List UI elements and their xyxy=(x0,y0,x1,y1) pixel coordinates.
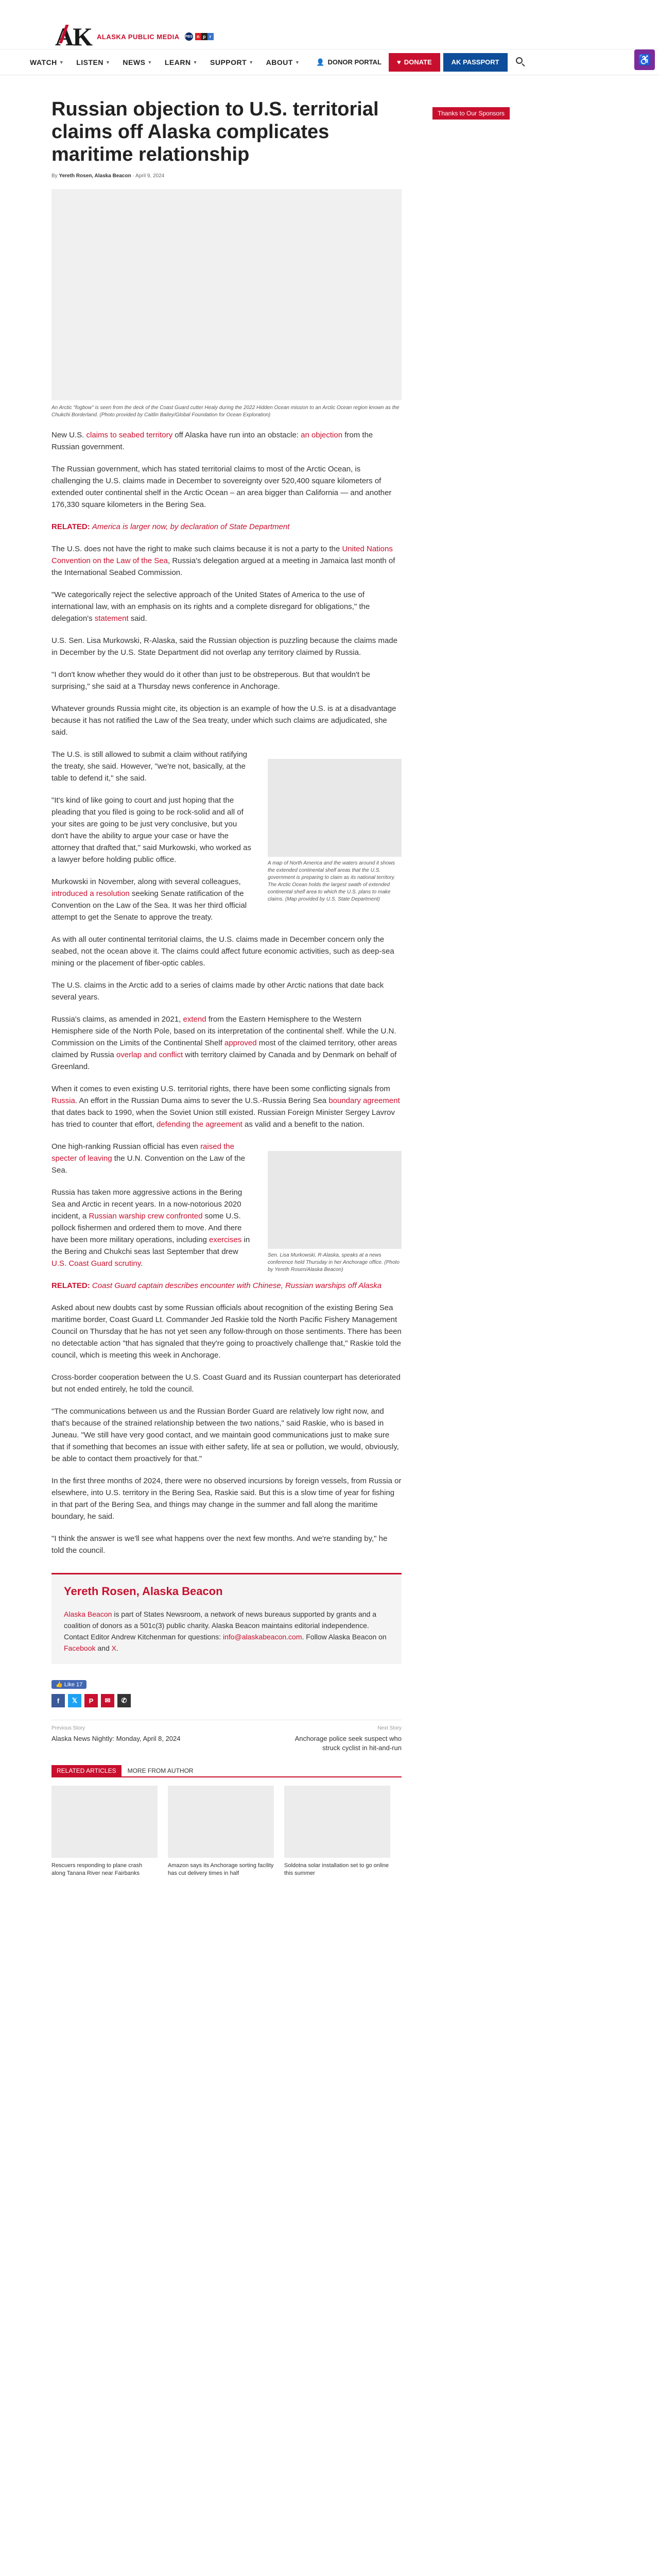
paragraph: "It's kind of like going to court and just hoping that the pleading that you filed is going to be rock-solid and all of your sites are going to be just very conclusive, but you don't have the ability to argue your case or have the attorney that drafted that," said Murkowski, who worked as a lawyer before holding public office. xyxy=(51,796,252,864)
map-caption: A map of North America and the waters around it shows the extended continental shelf areas that the U.S. government is preparing to claim as its national territory. The Arctic Ocean holds the largest swath of extended continental shelf area to which the U.S. plans to make claims. (Map provided by U.S. State Department) xyxy=(268,860,395,902)
chevron-down-icon: ▼ xyxy=(249,59,254,65)
nav-news[interactable]: NEWS ▼ xyxy=(123,58,152,66)
partner-badges xyxy=(185,32,214,41)
paragraph: The U.S. claims in the Arctic add to a series of claims made by other Arctic nations that date back several years. xyxy=(51,981,384,1002)
tab-related-articles[interactable]: RELATED ARTICLES xyxy=(51,1765,122,1776)
float-section xyxy=(51,1141,402,1273)
paragraph: Whatever grounds Russia might cite, its objection is an example of how the U.S. is at a disadvantage because it has not ratified the Law of the Sea treaty, under which such claims are adjudicated, she said. xyxy=(51,704,396,737)
paragraph: The U.S. is still allowed to submit a claim without ratifying the treaty, she said. However, "we're not, basically, at the table to defend it," she said. xyxy=(51,750,248,783)
site-header xyxy=(0,0,659,49)
paragraph: U.S. Sen. Lisa Murkowski, R-Alaska, said the Russian objection is puzzling because the claims made in December by the U.S. State Department did not overlap any territory claimed by Russia. xyxy=(51,636,397,657)
paragraph: In the first three months of 2024, there were no observed incursions by foreign vessels, from Russia or elsewhere, into U.S. territory in the Bering Sea, Raskie said. But this is a slow time of year for fishing in that part of the Bering Sea, and things may change in the summer and fall along the maritime boundary, he said. xyxy=(51,1477,402,1521)
facebook-like-button[interactable]: 👍 Like 17 xyxy=(51,1680,86,1689)
donate-button[interactable]: ♥ DONATE xyxy=(389,53,440,72)
inline-link[interactable]: defending the agreement xyxy=(157,1120,242,1129)
chevron-down-icon: ▼ xyxy=(106,59,111,65)
passport-button[interactable]: AK PASSPORT xyxy=(443,53,508,72)
logo-wordmark: ALASKA PUBLIC MEDIA xyxy=(97,32,180,41)
paragraph: Asked about new doubts cast by some Russian officials about recognition of the existing Bering Sea maritime border, Coast Guard Lt. Commander Jed Raskie told the North Pacific Fishery Management Council on Thursday that he has not yet seen any follow-through on those sentiments. There has been no detectable action "that has signaled that they're going to proactively challenge that," Raskie told the council, which is meeting this week in Anchorage. xyxy=(51,1303,402,1360)
tab-more-from-author[interactable]: MORE FROM AUTHOR xyxy=(127,1767,194,1774)
inline-link[interactable]: United Nations Convention on the Law of the Sea xyxy=(51,545,393,565)
publish-date: April 9, 2024 xyxy=(135,173,165,179)
nav-listen[interactable]: LISTEN ▼ xyxy=(76,58,111,66)
author-box xyxy=(51,1573,402,1664)
nav-support[interactable]: SUPPORT ▼ xyxy=(210,58,254,66)
inline-link[interactable]: Russia xyxy=(51,1096,75,1105)
paragraph: Russia's claims, as amended in 2021, extend from the Eastern Hemisphere to the Western Hemisphere side of the North Pole, based on its interpretation of the continental shelf. While the U.N. Commission on the Limits of the Continental Shelf approved most of the claimed territory, other areas claimed by Russia overlap and conflict with territory claimed by Canada and by Denmark on behalf of Greenland. xyxy=(51,1015,397,1071)
related-card[interactable]: Amazon says its Anchorage sorting facility has cut delivery times in half xyxy=(168,1786,274,1877)
facebook-icon[interactable]: f xyxy=(51,1694,65,1707)
inline-link[interactable]: extend xyxy=(183,1015,206,1024)
inline-link[interactable]: claims to seabed territory xyxy=(86,431,173,439)
inline-link[interactable]: Alaska Beacon xyxy=(64,1610,112,1618)
pbs-logo-icon: PBS xyxy=(185,32,193,41)
inline-link[interactable]: an objection xyxy=(301,431,343,439)
sponsors-heading: Thanks to Our Sponsors xyxy=(432,107,510,120)
paragraph: "The communications between us and the Russian Border Guard are relatively low right now, and that's because of the strained relationship between the two nations," said Raskie, who is based in Juneau. "We still have very good contact, and we maintain good communications just to make sure that if something that becomes an issue with either safety, life at sea or pollution, we would, obviously, be able to contact them proactively for that." xyxy=(51,1407,399,1463)
byline: By Yereth Rosen, Alaska Beacon · April 9, 2024 xyxy=(51,173,165,179)
chevron-down-icon: ▼ xyxy=(193,59,198,65)
chevron-down-icon: ▼ xyxy=(59,59,64,65)
article xyxy=(51,98,402,1877)
photo-caption: Sen. Lisa Murkowski, R-Alaska, speaks at a news conference held Thursday in her Anchorage office. (Photo by Yereth Rosen/Alaska Beacon) xyxy=(268,1252,400,1273)
related-thumbnail xyxy=(51,1786,158,1858)
author-link[interactable]: Yereth Rosen, Alaska Beacon xyxy=(59,173,131,179)
paragraph: Russia has taken more aggressive actions in the Bering Sea and Arctic in recent years. In a now-notorious 2020 incident, a Russian warship crew confronted some U.S. pollock fishermen and ordered them to move. And there have been more military operations, including exercises in the Bering and Chukchi seas last September that drew U.S. Coast Guard scrutiny. xyxy=(51,1188,250,1268)
related-card[interactable]: Soldotna solar installation set to go online this summer xyxy=(284,1786,390,1877)
pinterest-icon[interactable]: P xyxy=(84,1694,98,1707)
inline-link[interactable]: U.S. Coast Guard scrutiny xyxy=(51,1259,141,1268)
heart-icon: ♥ xyxy=(396,58,401,66)
article-title: Russian objection to U.S. territorial claims off Alaska complicates maritime relationship xyxy=(51,98,379,165)
hero-caption: An Arctic "fogbow" is seen from the deck of the Coast Guard cutter Healy during the 2022 Hidden Ocean mission to an Arctic Ocean region known as the Chukchi Borderland. (Photo provided by Caitlin Bailey/Global Foundation for Ocean Exploration) xyxy=(51,405,400,418)
hero-image xyxy=(51,189,402,400)
murkowski-photo xyxy=(268,1151,402,1249)
inline-link[interactable]: introduced a resolution xyxy=(51,889,130,898)
accessibility-icon[interactable]: ♿ xyxy=(634,49,655,70)
prev-story[interactable]: Previous Story Alaska News Nightly: Monday, April 8, 2024 xyxy=(51,1725,181,1742)
prev-next-nav xyxy=(51,1720,402,1753)
inline-link[interactable]: overlap and conflict xyxy=(116,1050,183,1059)
email-icon[interactable]: ✉ xyxy=(101,1694,114,1707)
paragraph: New U.S. claims to seabed territory off Alaska have run into an obstacle: an objection from the Russian government. xyxy=(51,431,373,451)
share-bar xyxy=(51,1680,402,1707)
related-link[interactable]: America is larger now, by declaration of State Department xyxy=(92,522,290,531)
x-link[interactable]: X xyxy=(111,1644,116,1652)
related-tabs xyxy=(51,1765,402,1777)
x-icon[interactable]: 𝕏 xyxy=(68,1694,81,1707)
author-name[interactable]: Yereth Rosen, Alaska Beacon xyxy=(64,1585,223,1598)
inline-link[interactable]: Russian warship crew confronted xyxy=(89,1212,203,1221)
article-body xyxy=(51,429,402,1556)
inline-link[interactable]: approved xyxy=(224,1039,257,1047)
related-link-block: RELATED: America is larger now, by declaration of State Department xyxy=(51,522,290,531)
inline-link[interactable]: raised the specter of leaving xyxy=(51,1142,234,1163)
chevron-down-icon: ▼ xyxy=(147,59,152,65)
related-link-block: RELATED: Coast Guard captain describes encounter with Chinese, Russian warships off Alaska xyxy=(51,1281,382,1290)
main-nav xyxy=(0,49,659,75)
related-card[interactable]: Rescuers responding to plane crash along Tanana River near Fairbanks xyxy=(51,1786,158,1877)
logo-monogram: AK xyxy=(55,22,92,51)
site-logo[interactable] xyxy=(55,22,214,52)
user-icon: 👤 xyxy=(316,58,325,66)
paragraph: One high-ranking Russian official has even raised the specter of leaving the U.N. Convention on the Law of the Sea. xyxy=(51,1142,246,1175)
float-section xyxy=(51,749,402,923)
photo-figure xyxy=(268,1151,402,1274)
related-link[interactable]: Coast Guard captain describes encounter with Chinese, Russian warships off Alaska xyxy=(92,1281,382,1290)
nav-learn[interactable]: LEARN ▼ xyxy=(164,58,198,66)
map-figure xyxy=(268,759,402,903)
paragraph: Cross-border cooperation between the U.S. Coast Guard and its Russian counterpart has deteriorated but not ended entirely, he told the council. xyxy=(51,1373,401,1394)
next-story[interactable]: Next Story Anchorage police seek suspect who struck cyclist in hit-and-run xyxy=(294,1725,402,1752)
paragraph: As with all outer continental territorial claims, the U.S. claims made in December concern only the seabed, not the ocean above it. The claims could affect future economic activities, such as deep-sea mining or the placement of fiber-optic cables. xyxy=(51,935,394,968)
author-bio: Alaska Beacon is part of States Newsroom, a network of news bureaus supported by grants and a coalition of donors as a 501c(3) public charity. Alaska Beacon maintains editorial independence. Contact Editor Andrew Kitchenman for questions: info@alaskabeacon.com. Follow Alaska Beacon on Facebook and X. xyxy=(64,1610,387,1652)
share-icons xyxy=(51,1694,402,1707)
paragraph: The U.S. does not have the right to make such claims because it is not a party to the United Nations Convention on the Law of the Sea, Russia's delegation argued at a meeting in Jamaica last month of the International Seabed Commission. xyxy=(51,545,395,577)
map-image xyxy=(268,759,402,857)
donor-portal-link[interactable]: 👤 DONOR PORTAL xyxy=(316,58,381,66)
related-grid xyxy=(51,1786,402,1877)
paragraph: "I think the answer is we'll see what happens over the next few months. And we're standing by," he told the council. xyxy=(51,1534,388,1555)
paragraph: The Russian government, which has stated territorial claims to most of the Arctic Ocean, is challenging the U.S. claims made in December to sovereignty over 520,400 square kilometers of extended outer continental shelf in the Arctic Ocean – an area bigger than California — and another 176,330 square kilometers in the Bering Sea. xyxy=(51,465,392,509)
related-thumbnail xyxy=(168,1786,274,1858)
inline-link[interactable]: boundary agreement xyxy=(328,1096,400,1105)
facebook-link[interactable]: Facebook xyxy=(64,1644,96,1652)
inline-link[interactable]: statement xyxy=(94,614,129,623)
paragraph: "We categorically reject the selective approach of the United States of America to the use of international law, with an emphasis on its rights and a complete disregard for obligations," the delegation's statement said. xyxy=(51,590,370,623)
whatsapp-icon[interactable]: ✆ xyxy=(117,1694,131,1707)
paragraph: Murkowski in November, along with several colleagues, introduced a resolution seeking Senate ratification of the Convention on the Law of the Sea. It was her third official attempt to get the Senate to approve the treaty. xyxy=(51,877,247,922)
search-icon[interactable] xyxy=(516,57,526,67)
related-thumbnail xyxy=(284,1786,390,1858)
email-link[interactable]: info@alaskabeacon.com xyxy=(222,1633,302,1641)
paragraph: "I don't know whether they would do it other than just to be obstreperous. But that wouldn't be surprising," she said at a Thursday news conference in Anchorage. xyxy=(51,670,370,691)
sidebar xyxy=(432,107,535,120)
inline-link[interactable]: exercises xyxy=(209,1235,242,1244)
nav-about[interactable]: ABOUT ▼ xyxy=(266,58,300,66)
npr-logo-icon: n p r xyxy=(195,33,214,40)
paragraph: When it comes to even existing U.S. territorial rights, there have been some conflicting signals from Russia. An effort in the Russian Duma aims to sever the U.S.-Russia Bering Sea boundary agreement that dates back to 1990, when the Soviet Union still existed. Russian Foreign Minister Sergey Lavrov has tried to counter that effort, defending the agreement as valid and a benefit to the nation. xyxy=(51,1084,400,1129)
nav-watch[interactable]: WATCH ▼ xyxy=(30,58,64,66)
chevron-down-icon: ▼ xyxy=(294,59,300,65)
